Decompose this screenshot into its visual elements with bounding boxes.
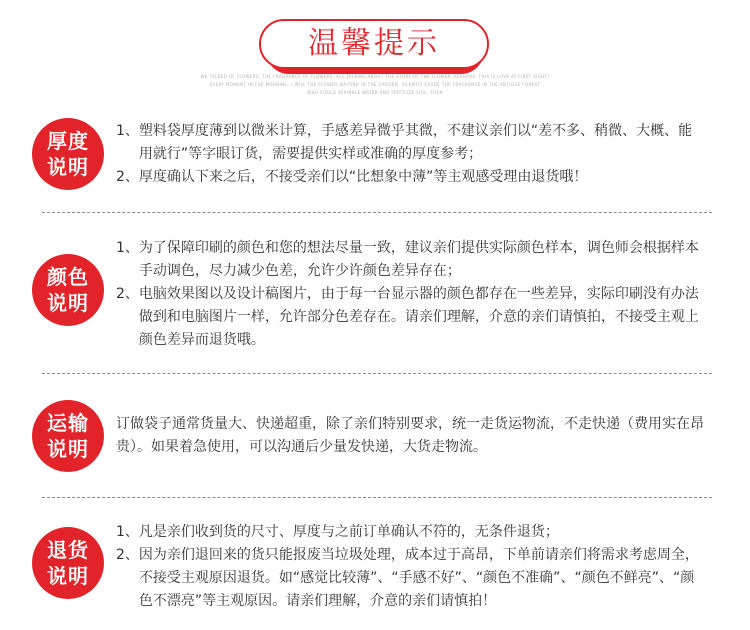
item-text: 厚度确认下来之后，不接受亲们以“比想象中薄”等主观感受理由退货哦！ — [138, 169, 588, 185]
item-text: 塑料袋厚度薄到以微米计算，手感差异微乎其微，不建议亲们以“差不多、稍微、大概、能用就行”等字眼订货，需要提供实样或准确的厚度参考； — [138, 123, 693, 162]
item-number: 2、 — [116, 547, 139, 563]
list-item — [116, 544, 706, 613]
item-text: 为了保障印刷的颜色和您的想法尽量一致，建议亲们提供实际颜色样本，调色师会根据样本手动调色，尽力减少色差，允许少许颜色差异存在； — [138, 240, 699, 279]
list-item — [116, 413, 706, 459]
item-text: 凡是亲们收到货的尺寸、厚度与之前订单确认不符的，无条件退货； — [138, 524, 559, 540]
list-item — [116, 120, 706, 166]
badge-line-2: 说明 — [47, 437, 89, 461]
list-item — [116, 237, 706, 283]
divider — [42, 212, 712, 213]
badge-color — [32, 254, 104, 326]
item-number: 1、 — [116, 123, 139, 139]
header — [0, 0, 750, 110]
divider — [42, 373, 712, 374]
item-number: 2、 — [116, 169, 139, 185]
tagline-line-2: EVERY MOMENT IN THE MORNING, I WILL THE FLOWER WAITING IN THE GARDEN, SILENTLY EXUDE THE FRAGRANCE IN THE ANTIQUE FOREST — [209, 82, 541, 87]
list-item — [116, 521, 706, 544]
tagline-line-3: WHO COULD SPRINKLE WATER AND FERTILIZE SOIL, THEN — [307, 90, 443, 95]
list-item — [116, 283, 706, 352]
badge-line-1: 退货 — [47, 538, 89, 562]
section-content — [116, 413, 706, 459]
badge-line-2: 说明 — [47, 564, 89, 588]
section-content — [116, 120, 706, 189]
badge-line-1: 运输 — [47, 411, 89, 435]
list-item — [116, 166, 706, 189]
badge-line-2: 说明 — [47, 291, 89, 315]
item-number: 1、 — [116, 240, 139, 256]
item-number: 1、 — [116, 524, 139, 540]
section-content — [116, 521, 706, 613]
badge-shipping — [32, 400, 104, 472]
badge-line-2: 说明 — [47, 155, 89, 179]
badge-line-1: 颜色 — [47, 265, 89, 289]
divider — [42, 497, 712, 498]
badge-returns — [32, 527, 104, 599]
item-text: 因为亲们退回来的货只能报废当垃圾处理，成本过于高昂，下单前请亲们将需求考虑周全，不接受主观原因退货。如“感觉比较薄”、“手感不好”、“颜色不准确”、“颜色不鲜亮”、“颜色不漂亮”等主观原因。请亲们理解，介意的亲们请慎拍！ — [138, 547, 699, 609]
badge-thickness — [32, 118, 104, 190]
badge-line-1: 厚度 — [47, 129, 89, 153]
item-text: 电脑效果图以及设计稿图片，由于每一台显示器的颜色都存在一些差异，实际印刷没有办法做到和电脑图片一样，允许部分色差存在。请亲们理解，介意的亲们请慎拍，不接受主观上颜色差异而退货哦。 — [138, 286, 699, 348]
tagline-line-1: WE TALKED OF FLOWERS, THE FRAGRANCE OF FLOWERS, ALL TALKING ABOUT THE STORY OF THE FLOWER. PERHAPS, THIS IS LOVE AT FIRST SIGHT! — [200, 74, 550, 79]
page-title: 温馨提示 — [308, 26, 440, 61]
item-text: 订做袋子通常货量大、快递超重，除了亲们特别要求，统一走货运物流，不走快递（费用实在昂贵）。如果着急使用，可以沟通后少量发快递，大货走物流。 — [116, 416, 704, 455]
section-content — [116, 237, 706, 352]
item-number: 2、 — [116, 286, 139, 302]
